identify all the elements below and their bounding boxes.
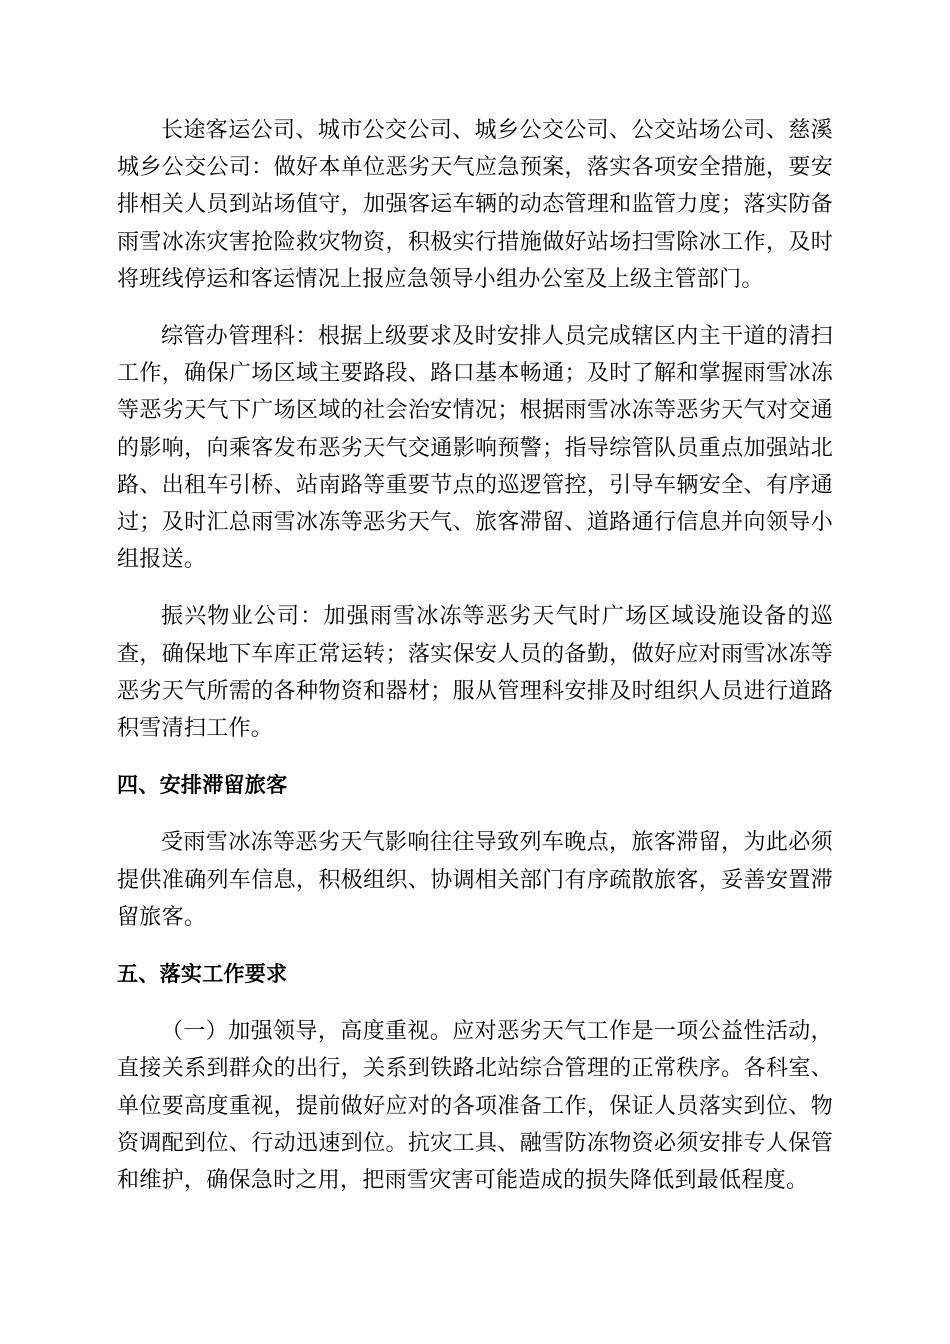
paragraph-transport-companies: 长途客运公司、城市公交公司、城乡公交公司、公交站场公司、慈溪城乡公交公司：做好本单位恶劣天气应急预案，落实各项安全措施，要安排相关人员到站场值守，加强客运车辆的动态管理和监管力度；落实防备雨雪冰冻灾害抢险救灾物资，积极实行措施做好站场扫雪除冰工作，及时将班线停运和客运情况上报应急领导小组办公室及上级主管部门。 (117, 118, 833, 292)
paragraph-property-company: 振兴物业公司：加强雨雪冰冻等恶劣天气时广场区域设施设备的巡查，确保地下车库正常运转；落实保安人员的备勤，做好应对雨雪冰冻等恶劣天气所需的各种物资和器材；服从管理科安排及时组织人员进行道路积雪清扫工作。 (117, 604, 833, 742)
paragraph-leadership: （一）加强领导，高度重视。应对恶劣天气工作是一项公益性活动，直接关系到群众的出行，关系到铁路北站综合管理的正常秩序。各科室、单位要高度重视，提前做好应对的各项准备工作，保证人员落实到位、物资调配到位、行动迅速到位。抗灾工具、融雪防冻物资必须安排专人保管和维护，确保急时之用，把雨雪灾害可能造成的损失降低到最低程度。 (117, 1019, 833, 1194)
paragraph-stranded-passengers: 受雨雪冰冻等恶劣天气影响往往导致列车晚点，旅客滞留，为此必须提供准确列车信息，积极组织、协调相关部门有序疏散旅客，妥善安置滞留旅客。 (117, 830, 833, 930)
section-heading-stranded-passengers: 四、安排滞留旅客 (117, 773, 288, 798)
document-body (117, 112, 833, 1219)
section-heading-work-requirements: 五、落实工作要求 (117, 962, 288, 987)
paragraph-management-section: 综管办管理科：根据上级要求及时安排人员完成辖区内主干道的清扫工作，确保广场区域主要路段、路口基本畅通；及时了解和掌握雨雪冰冻等恶劣天气下广场区域的社会治安情况；根据雨雪冰冻等恶劣天气对交通的影响，向乘客发布恶劣天气交通影响预警；指导综管队员重点加强站北路、出租车引桥、站南路等重要节点的巡逻管控，引导车辆安全、有序通过；及时汇总雨雪冰冻等恶劣天气、旅客滞留、道路通行信息并向领导小组报送。 (117, 324, 833, 573)
